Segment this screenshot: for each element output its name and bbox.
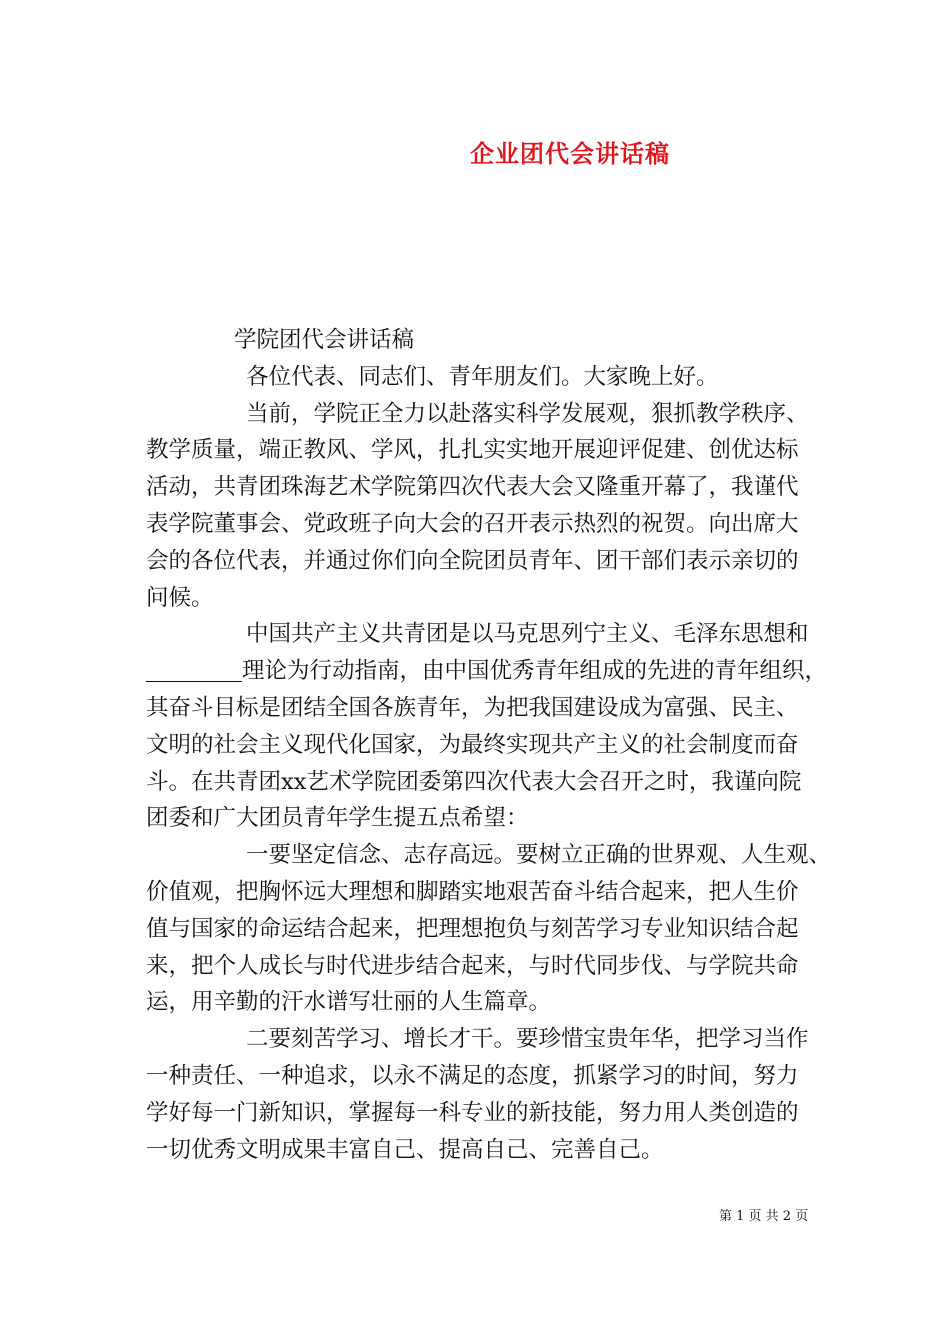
text-line-content: 学好每一门新知识，掌握每一科专业的新技能，努力用人类创造的 xyxy=(146,1099,799,1126)
text-line-content: 值与国家的命运结合起来，把理想抱负与刻苦学习专业知识结合起 xyxy=(146,915,799,942)
text-line xyxy=(146,911,806,948)
text-line xyxy=(146,800,806,837)
text-line xyxy=(146,580,806,617)
text-line xyxy=(146,1058,806,1095)
text-line-content: 来，把个人成长与时代进步结合起来，与时代同步伐、与学院共命 xyxy=(146,952,799,979)
text-line xyxy=(146,874,806,911)
text-line xyxy=(146,543,806,580)
text-line xyxy=(146,469,806,506)
text-line xyxy=(146,1021,809,1058)
text-line-content: 教学质量，端正教风、学风，扎扎实实地开展迎评促建、创优达标 xyxy=(146,437,799,464)
text-line xyxy=(146,764,806,801)
text-line-content: 价值观，把胸怀远大理想和脚踏实地艰苦奋斗结合起来，把人生价 xyxy=(146,878,799,905)
text-line xyxy=(146,1132,806,1169)
text-line-content: 一种责任、一种追求，以永不满足的态度，抓紧学习的时间，努力 xyxy=(146,1062,799,1089)
text-line-content: 斗。在共青团xx艺术学院团委第四次代表大会召开之时，我谨向院 xyxy=(146,768,802,795)
text-line xyxy=(146,506,806,543)
text-line xyxy=(146,653,828,690)
text-line-content: 其奋斗目标是团结全国各族青年，为把我国建设成为富强、民主、 xyxy=(146,694,799,721)
page-footer: 第 1 页 共 2 页 xyxy=(719,1209,809,1224)
text-line-content: 会的各位代表，并通过你们向全院团员青年、团干部们表示亲切的 xyxy=(146,547,799,574)
text-line xyxy=(146,322,806,359)
text-line-content: 团委和广大团员青年学生提五点希望： xyxy=(146,805,529,832)
text-line-content: 问候。 xyxy=(146,584,214,611)
page-title: 企业团代会讲话稿 xyxy=(470,139,670,168)
text-line-content: 文明的社会主义现代化国家，为最终实现共产主义的社会制度而奋 xyxy=(146,731,799,758)
text-line-content: 表学院董事会、党政班子向大会的召开表示热烈的祝贺。向出席大 xyxy=(146,510,799,537)
text-line xyxy=(146,948,806,985)
text-line-content: 一切优秀文明成果丰富自己、提高自己、完善自己。 xyxy=(146,1136,664,1163)
text-line xyxy=(146,1095,806,1132)
blank-underline xyxy=(146,659,242,682)
text-line xyxy=(146,359,806,396)
text-line xyxy=(146,396,809,433)
text-line-content: 各位代表、同志们、青年朋友们。大家晚上好。 xyxy=(246,363,719,390)
text-line-content: 活动，共青团珠海艺术学院第四次代表大会又隆重开幕了，我谨代 xyxy=(146,474,799,501)
text-line-content: 当前，学院正全力以赴落实科学发展观，狠抓教学秩序、 xyxy=(246,400,809,427)
text-line-content: 一要坚定信念、志存高远。要树立正确的世界观、人生观、 xyxy=(246,842,832,869)
text-line xyxy=(146,432,806,469)
text-line xyxy=(146,984,806,1021)
text-line-content: 二要刻苦学习、增长才干。要珍惜宝贵年华，把学习当作 xyxy=(246,1026,809,1053)
text-line-content: 学院团代会讲话稿 xyxy=(234,327,415,353)
text-line xyxy=(146,616,809,653)
document-body xyxy=(146,322,832,1168)
text-line xyxy=(146,727,806,764)
text-line-content: 中国共产主义共青团是以马克思列宁主义、毛泽东思想和 xyxy=(246,621,809,648)
text-line-content: 理论为行动指南，由中国优秀青年组成的先进的青年组织， xyxy=(242,658,828,685)
text-line xyxy=(146,837,832,874)
text-line-content: 运，用辛勤的汗水谱写壮丽的人生篇章。 xyxy=(146,989,552,1016)
text-line xyxy=(146,690,806,727)
